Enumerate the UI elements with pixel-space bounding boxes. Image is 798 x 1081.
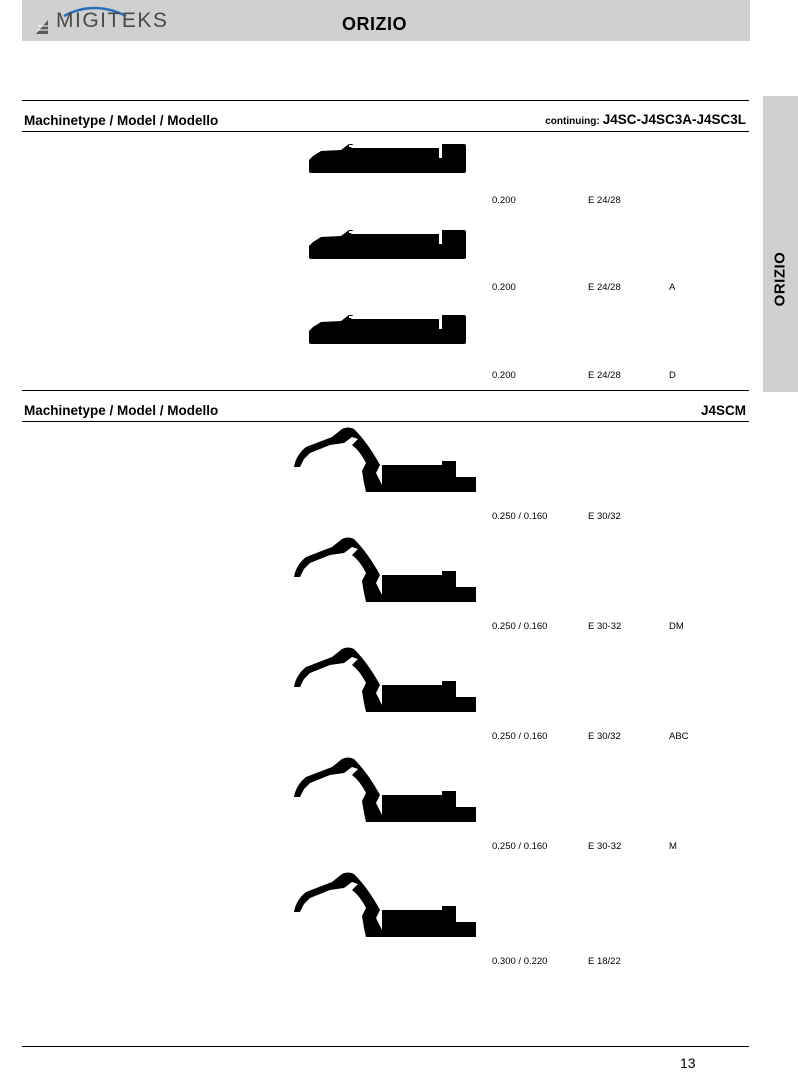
variant-value: D <box>669 370 676 381</box>
section-2-model-name: J4SCM <box>700 403 746 418</box>
footer-rule <box>22 1046 749 1047</box>
needle-profile-shape <box>292 425 480 495</box>
variant-value: A <box>669 282 676 293</box>
needle-profile-shape <box>292 755 480 825</box>
gauge-value: 0.200 <box>492 282 516 293</box>
section-2-bottom-rule <box>22 421 749 422</box>
side-tab-label: ORIZIO <box>771 251 789 307</box>
gauge-value: 0.250 / 0.160 <box>492 841 548 852</box>
code-value: E 24/28 <box>588 370 621 381</box>
page-header <box>22 0 750 41</box>
needle-profile-shape <box>307 228 467 261</box>
needle-profile-shape <box>307 313 467 346</box>
variant-value: M <box>669 841 677 852</box>
gauge-value: 0.250 / 0.160 <box>492 621 548 632</box>
section-1-top-rule <box>22 100 749 101</box>
code-value: E 30/32 <box>588 511 621 522</box>
gauge-value: 0.250 / 0.160 <box>492 511 548 522</box>
code-value: E 24/28 <box>588 195 621 206</box>
needle-profile-shape <box>292 535 480 605</box>
code-value: E 30-32 <box>588 621 622 632</box>
code-value: E 30-32 <box>588 841 622 852</box>
logo-text: MIGITEKS <box>56 9 169 32</box>
section-2-model <box>701 403 746 418</box>
header-brand: ORIZIO <box>342 14 407 34</box>
gauge-value: 0.250 / 0.160 <box>492 731 548 742</box>
needle-profile-shape <box>307 142 467 175</box>
code-value: E 24/28 <box>588 282 621 293</box>
gauge-value: 0.300 / 0.220 <box>492 956 548 967</box>
section-2-title: Machinetype / Model / Modello <box>24 403 219 418</box>
section-1-title: Machinetype / Model / Modello <box>24 113 219 128</box>
page-number: 13 <box>680 1055 696 1071</box>
side-tab <box>763 96 798 392</box>
needle-profile-shape <box>292 645 480 715</box>
section-2-top-rule <box>22 390 749 391</box>
gauge-value: 0.200 <box>492 370 516 381</box>
code-value: E 18/22 <box>588 956 621 967</box>
gauge-value: 0.200 <box>492 195 516 206</box>
section-1-bottom-rule <box>22 131 749 132</box>
section-1-model <box>545 112 746 127</box>
section-1-model-name: J4SC-J4SC3A-J4SC3L <box>602 112 746 127</box>
section-1-prefix: continuing: <box>545 116 600 127</box>
needle-profile-shape <box>292 870 480 940</box>
variant-value: ABC <box>669 731 689 742</box>
code-value: E 30/32 <box>588 731 621 742</box>
variant-value: DM <box>669 621 684 632</box>
